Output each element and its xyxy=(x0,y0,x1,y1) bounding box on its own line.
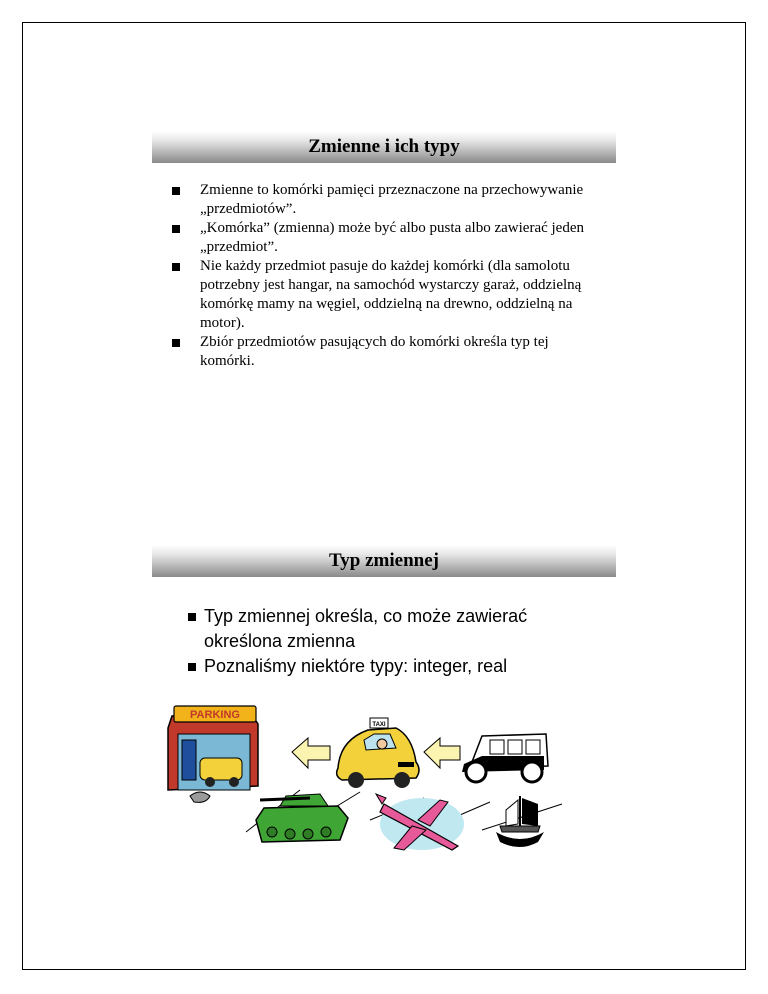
bullet-square-icon xyxy=(172,225,180,233)
bullet-square-icon xyxy=(172,187,180,195)
taxi-icon xyxy=(337,718,419,788)
section-title-text: Zmienne i ich typy xyxy=(308,136,460,157)
garage-icon xyxy=(168,706,258,802)
bullet-list xyxy=(172,181,602,371)
airplane-icon xyxy=(376,794,464,850)
bullet-text: Poznaliśmy niektóre typy: integer, real xyxy=(204,656,508,676)
list-item xyxy=(188,654,608,679)
bullet-square-icon xyxy=(188,613,196,621)
list-item xyxy=(172,333,602,371)
list-item xyxy=(188,604,608,654)
list-item xyxy=(172,219,602,257)
tank-icon xyxy=(256,794,348,842)
bullet-square-icon xyxy=(172,263,180,271)
bullet-text: Typ zmiennej określa, co może zawierać określona zmienna xyxy=(204,606,528,651)
bullet-square-icon xyxy=(172,339,180,347)
bullet-text: Zmienne to komórki pamięci przeznaczone na przechowywanie „przedmiotów”. xyxy=(200,182,584,217)
garage-sign-text: PARKING xyxy=(190,709,240,721)
arrow-left-icon xyxy=(424,738,460,768)
arrow-left-icon xyxy=(292,738,330,768)
list-item xyxy=(172,257,602,333)
bullet-square-icon xyxy=(188,663,196,671)
bullet-list xyxy=(188,604,608,679)
section-title xyxy=(152,545,616,577)
vintage-car-icon xyxy=(462,734,548,782)
ship-icon xyxy=(496,796,544,847)
bullet-text: „Komórka” (zmienna) może być albo pusta albo zawierać jeden „przedmiot”. xyxy=(200,220,584,255)
section-title xyxy=(152,131,616,163)
bullet-text: Zbiór przedmiotów pasujących do komórki określa typ tej komórki. xyxy=(200,334,549,369)
list-item xyxy=(172,181,602,219)
section-title-text: Typ zmiennej xyxy=(329,550,439,571)
bullet-text: Nie każdy przedmiot pasuje do każdej komórki (dla samolotu potrzebny jest hangar, na samochód wystarczy garaż, oddzielną komórkę mamy na węgiel, oddzielną na drewno, oddzielną na motor). xyxy=(200,258,582,331)
vehicles-illustration xyxy=(160,700,600,860)
taxi-sign-text: TAXI xyxy=(372,722,386,728)
